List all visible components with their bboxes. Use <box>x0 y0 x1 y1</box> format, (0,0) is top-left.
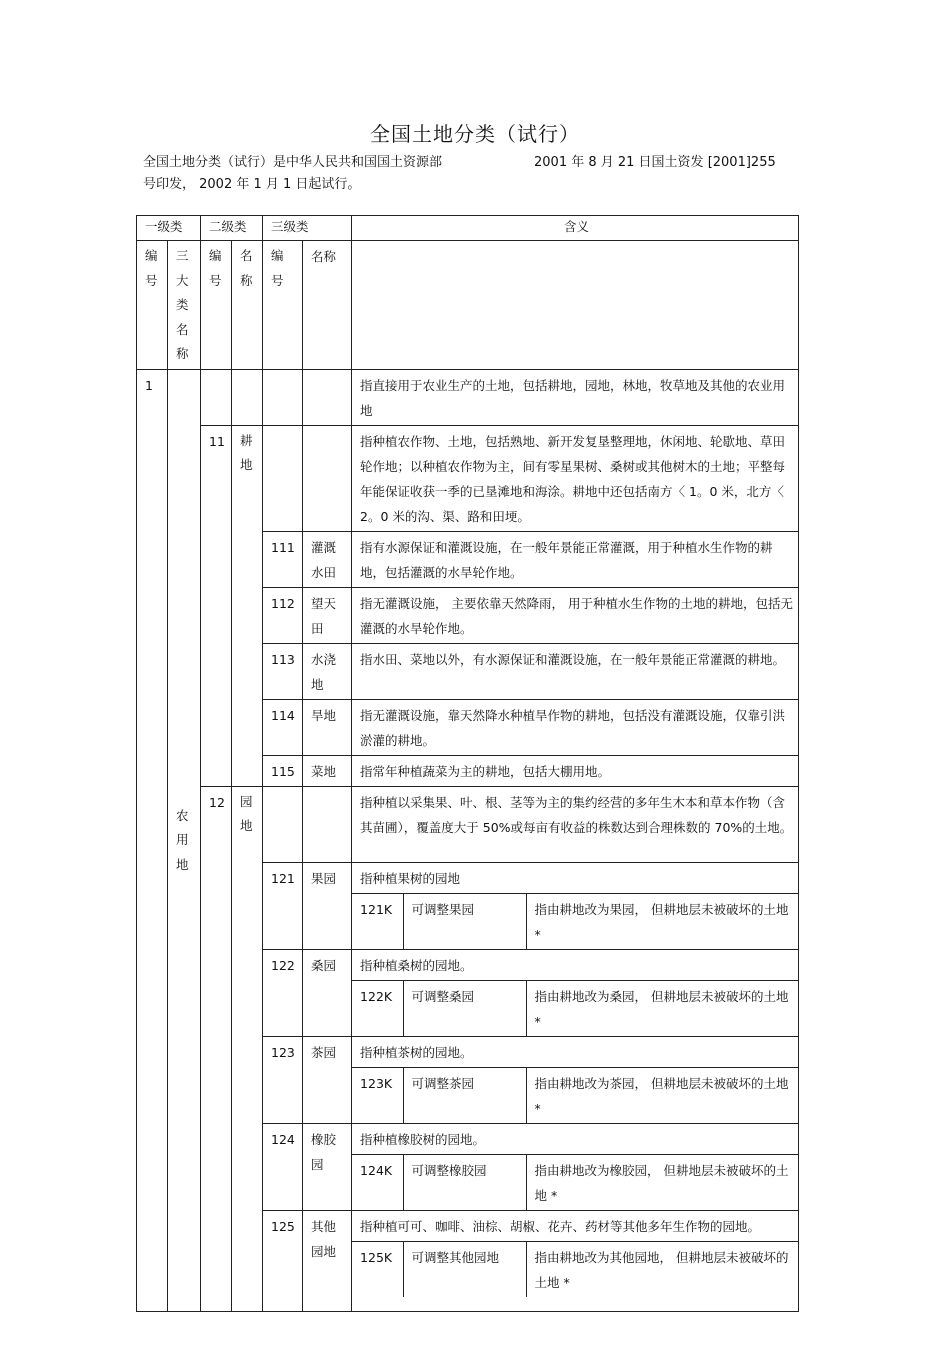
intro-line-2: 号印发， 2002 年 1 月 1 日起试行。 <box>143 177 361 192</box>
row-121k-description: 指由耕地改为果园， 但耕地层未被破坏的土地 * <box>526 893 798 949</box>
l1-description: 指直接用于农业生产的土地，包括耕地，园地，林地，牧草地及其他的农业用地 <box>352 369 799 425</box>
row-122-code: 122 <box>263 949 303 1036</box>
row-113-code: 113 <box>263 643 303 699</box>
row-115-description: 指常年种植蔬菜为主的耕地，包括大棚用地。 <box>352 755 799 786</box>
header-l2-code: 编号 <box>201 241 232 370</box>
empty-cell <box>303 369 352 425</box>
row-123-name: 茶园 <box>303 1036 352 1123</box>
row-121-code: 121 <box>263 862 303 949</box>
row-112-name: 望天田 <box>303 587 352 643</box>
empty-cell <box>263 369 303 425</box>
row-125-description <box>352 1210 799 1311</box>
row-124k-description: 指由耕地改为橡胶园， 但耕地层未被破坏的土地 * <box>526 1154 798 1210</box>
row-122k-code: 122K <box>360 988 393 1004</box>
row-121-name: 果园 <box>303 862 352 949</box>
empty-cell <box>263 786 303 862</box>
row-11-name: 耕地 <box>232 425 263 786</box>
row-114-description: 指无灌溉设施，靠天然降水种植旱作物的耕地，包括没有灌溉设施，仅靠引洪淤灌的耕地。 <box>352 699 799 755</box>
row-121k-name: 可调整果园 <box>403 893 526 949</box>
header-l3-code: 编号 <box>263 241 303 370</box>
row-12-name: 园地 <box>232 786 263 1311</box>
row-112-description: 指无灌溉设施， 主要依靠天然降雨， 用于种植水生作物的土地的耕地，包括无灌溉的水旱轮作地。 <box>352 587 799 643</box>
row-121-description <box>352 862 799 949</box>
intro-line-1: 全国土地分类（试行）是中华人民共和国国土资源部 <box>143 155 443 170</box>
row-124-description <box>352 1123 799 1210</box>
row-12-code: 12 <box>201 786 232 1311</box>
header-l1-code: 编号 <box>137 241 168 370</box>
row-121k-code: 121K <box>360 901 393 917</box>
row-115-name: 菜地 <box>303 755 352 786</box>
row-111-code: 111 <box>263 531 303 587</box>
row-124-code: 124 <box>263 1123 303 1210</box>
row-123k-description: 指由耕地改为茶园， 但耕地层未被破坏的土地 * <box>526 1067 798 1123</box>
row-124k-code: 124K <box>360 1162 393 1178</box>
row-111-name: 灌溉水田 <box>303 531 352 587</box>
row-125-desc-text: 指种植可可、咖啡、油棕、胡椒、花卉、药材等其他多年生作物的园地。 <box>352 1211 798 1242</box>
empty-cell <box>263 425 303 531</box>
row-125k-description: 指由耕地改为其他园地， 但耕地层未被破坏的土地 * <box>526 1241 798 1297</box>
row-123k-code: 123K <box>360 1075 393 1091</box>
row-125-code: 125 <box>263 1210 303 1311</box>
row-124-name: 橡胶园 <box>303 1123 352 1210</box>
l1-name: 农用地 <box>168 369 201 1311</box>
header-meaning-blank <box>352 241 799 370</box>
row-12-description: 指种植以采集果、叶、根、茎等为主的集约经营的多年生木本和草本作物（含其苗圃），覆盖度大于 50%或每亩有收益的株数达到合理株数的 70%的土地。 <box>352 786 799 862</box>
row-123k-name: 可调整茶园 <box>403 1067 526 1123</box>
row-122-description <box>352 949 799 1036</box>
row-114-name: 旱地 <box>303 699 352 755</box>
header-level1: 一级类 <box>137 216 201 241</box>
intro-paragraph <box>143 152 803 196</box>
row-122k-name: 可调整桑园 <box>403 980 526 1036</box>
row-122k-description: 指由耕地改为桑园， 但耕地层未被破坏的土地 * <box>526 980 798 1036</box>
row-123-code: 123 <box>263 1036 303 1123</box>
row-11-description: 指种植农作物、土地，包括熟地、新开发复垦整理地，休闲地、轮歇地、草田轮作地；以种植农作物为主，间有零星果树、桑树或其他树木的土地；平整每年能保证收获一季的已垦滩地和海涂。耕地中还包括南方〈 1。0 米，北方〈 2。0 米的沟、渠、路和田埂。 <box>352 425 799 531</box>
row-125k-name: 可调整其他园地 <box>403 1241 526 1297</box>
l1-code: 1 <box>137 369 168 1311</box>
row-124-desc-text: 指种植橡胶树的园地。 <box>352 1124 798 1155</box>
header-level3: 三级类 <box>263 216 352 241</box>
row-112-code: 112 <box>263 587 303 643</box>
row-123-description <box>352 1036 799 1123</box>
document-title: 全国土地分类（试行） <box>370 122 580 146</box>
row-123-desc-text: 指种植茶树的园地。 <box>352 1037 798 1068</box>
row-121-desc-text: 指种植果树的园地 <box>352 863 798 894</box>
row-111-description: 指有水源保证和灌溉设施，在一般年景能正常灌溉，用于种植水生作物的耕地，包括灌溉的水旱轮作地。 <box>352 531 799 587</box>
empty-cell <box>232 369 263 425</box>
row-124k-name: 可调整橡胶园 <box>403 1154 526 1210</box>
row-125-name: 其他园地 <box>303 1210 352 1311</box>
intro-date: 2001 年 8 月 21 日国土资发 [2001]255 <box>534 155 776 170</box>
header-level2: 二级类 <box>201 216 263 241</box>
header-meaning: 含义 <box>352 216 799 241</box>
row-11-code: 11 <box>201 425 232 786</box>
empty-cell <box>201 369 232 425</box>
row-122-desc-text: 指种植桑树的园地。 <box>352 950 798 981</box>
empty-cell <box>303 425 352 531</box>
empty-cell <box>303 786 352 862</box>
row-113-name: 水浇地 <box>303 643 352 699</box>
header-l2-name: 名称 <box>232 241 263 370</box>
row-115-code: 115 <box>263 755 303 786</box>
header-l3-name: 名称 <box>303 241 352 370</box>
row-125k-code: 125K <box>360 1249 393 1265</box>
row-113-description: 指水田、菜地以外，有水源保证和灌溉设施，在一般年景能正常灌溉的耕地。 <box>352 643 799 699</box>
row-122-name: 桑园 <box>303 949 352 1036</box>
row-114-code: 114 <box>263 699 303 755</box>
header-l1-name: 三大类名称 <box>168 241 201 370</box>
land-classification-table <box>136 215 799 1312</box>
